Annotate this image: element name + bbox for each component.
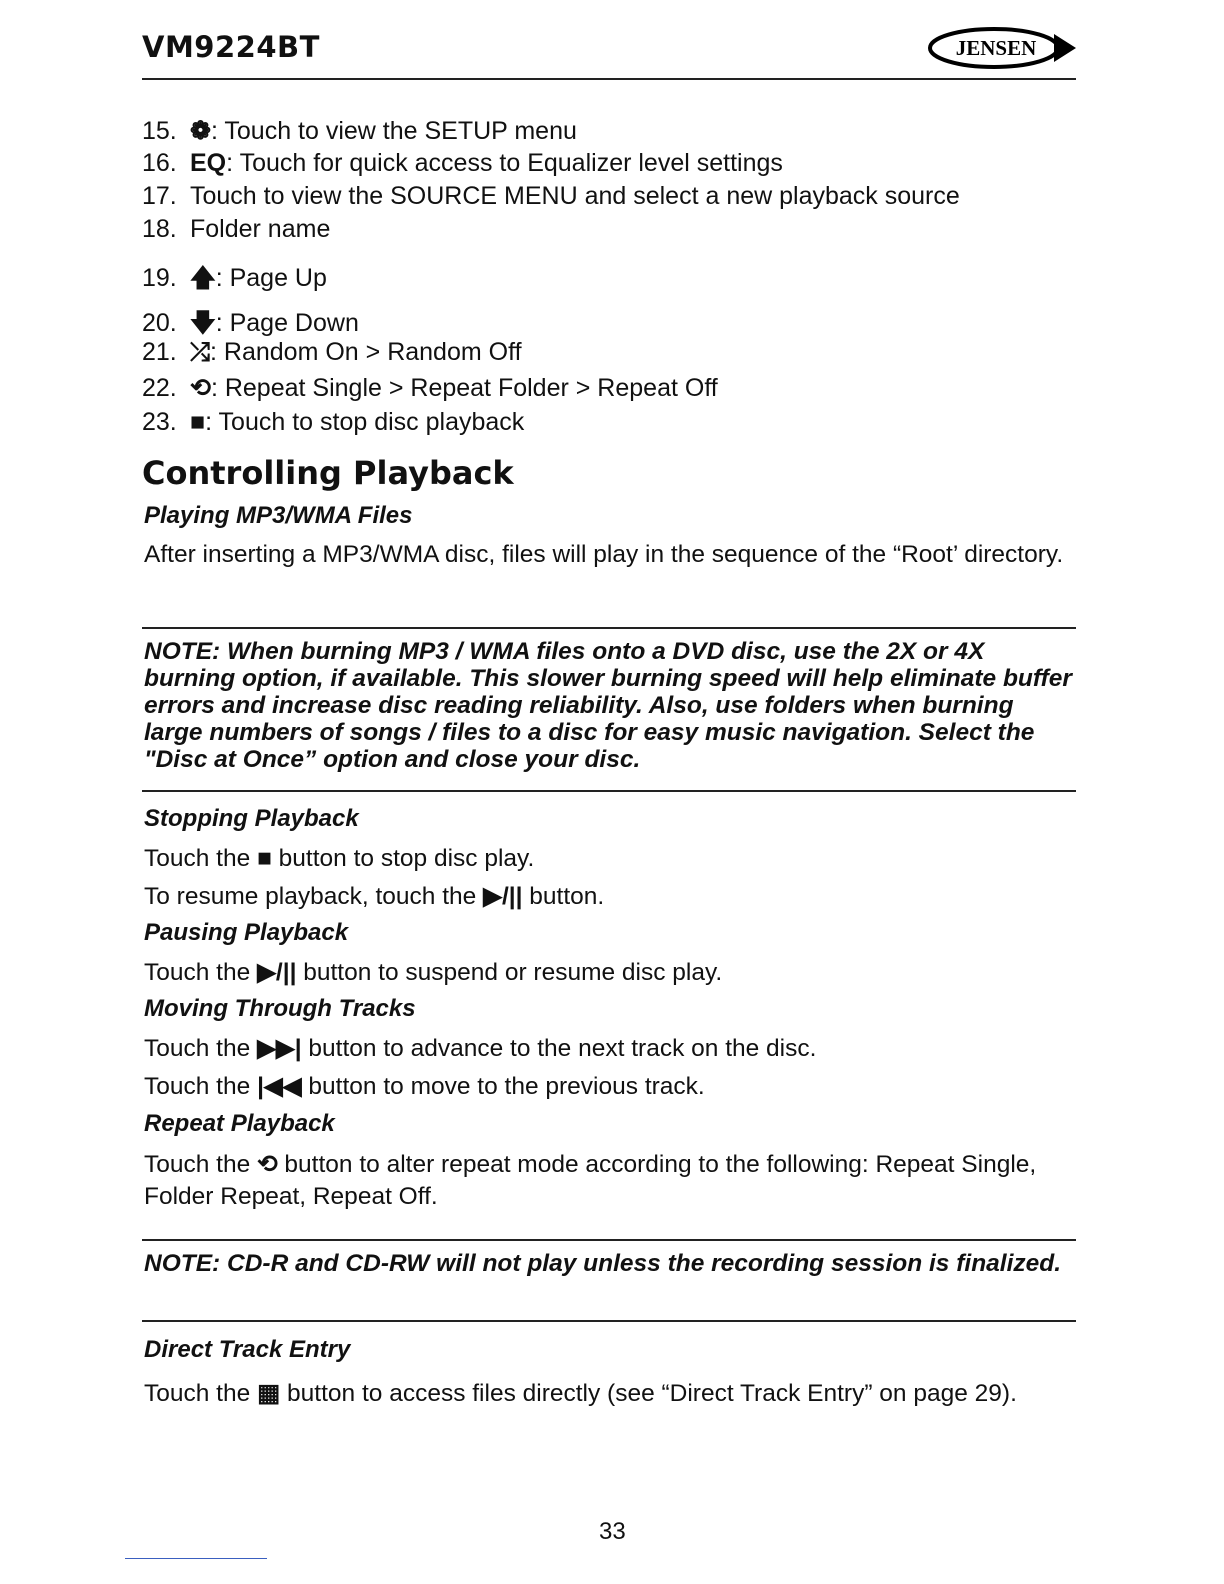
repeat-line: Touch the ⟲ button to alter repeat mode according to the following: Repeat Single, Folder Repeat, Repeat Off.	[144, 1151, 1037, 1210]
direct-line: Touch the ▦ button to access files directly (see “Direct Track Entry” on page 29).	[144, 1380, 1017, 1407]
list-item: 18. Folder name	[142, 215, 331, 243]
pausing-line: Touch the ▶/|| button to suspend or resume disc play.	[144, 959, 723, 986]
note-divider	[142, 790, 1076, 792]
subheading-repeat: Repeat Playback	[144, 1110, 335, 1137]
list-item: 22. ⟲: Repeat Single > Repeat Folder > Repeat Off	[142, 374, 718, 402]
section-title: Controlling Playback	[142, 454, 514, 492]
playing-text: After inserting a MP3/WMA disc, files will play in the sequence of the “Root’ directory.	[144, 541, 1064, 568]
note-burning: NOTE: When burning MP3 / WMA files onto a DVD disc, use the 2X or 4X burning option, if available. This slower burning speed will help eliminate buffer errors and increase disc reading reliability. Also, use folders when burning large numbers of songs / files to a disc for easy music navigation. Select the "Disc at Once” option and close your disc.	[144, 638, 1072, 773]
repeat-icon: ⟲	[190, 374, 211, 402]
stopping-line: Touch the ■ button to stop disc play.	[144, 845, 535, 872]
subheading-playing: Playing MP3/WMA Files	[144, 502, 413, 529]
next-track-line: Touch the ▶▶| button to advance to the next track on the disc.	[144, 1035, 817, 1062]
page-up-icon: 🡅	[190, 264, 216, 292]
note-cdr: NOTE: CD-R and CD-RW will not play unless the recording session is finalized.	[144, 1250, 1062, 1277]
list-item: 21. ⤮: Random On > Random Off	[142, 338, 522, 366]
list-item: 23. ■: Touch to stop disc playback	[142, 408, 525, 436]
page-down-icon: 🡇	[190, 309, 216, 337]
list-item: 16. EQ: Touch for quick access to Equalizer level settings	[142, 149, 783, 177]
random-icon: ⤮	[190, 338, 211, 366]
keypad-icon: ▦	[257, 1380, 281, 1407]
subheading-moving: Moving Through Tracks	[144, 995, 416, 1022]
page-number: 33	[599, 1518, 626, 1545]
subheading-direct: Direct Track Entry	[144, 1336, 351, 1363]
note-divider	[142, 627, 1076, 629]
list-item: 20. 🡇: Page Down	[142, 309, 359, 337]
repeat-icon: ⟲	[257, 1151, 278, 1178]
next-track-icon: ▶▶|	[257, 1035, 302, 1062]
list-item: 17. Touch to view the SOURCE MENU and select a new playback source	[142, 182, 960, 210]
play-pause-icon: ▶/||	[257, 959, 297, 986]
prev-track-line: Touch the |◀◀ button to move to the previous track.	[144, 1073, 705, 1100]
jensen-logo	[926, 26, 1078, 70]
resume-line: To resume playback, touch the ▶/|| button.	[144, 883, 605, 910]
list-item: 15. ❁: Touch to view the SETUP menu	[142, 117, 577, 145]
page-header-title: VM9224BT	[142, 30, 320, 64]
note-divider	[142, 1239, 1076, 1241]
gear-icon: ❁	[190, 117, 211, 145]
subheading-stopping: Stopping Playback	[144, 805, 359, 832]
stop-icon: ■	[190, 408, 206, 436]
subheading-pausing: Pausing Playback	[144, 919, 349, 946]
play-pause-icon: ▶/||	[483, 883, 523, 910]
stop-icon: ■	[257, 845, 272, 872]
footer-line	[125, 1558, 267, 1559]
eq-label: EQ	[190, 149, 227, 177]
note-divider	[142, 1320, 1076, 1322]
header-divider	[142, 78, 1076, 80]
svg-text:JENSEN: JENSEN	[955, 36, 1037, 60]
prev-track-icon: |◀◀	[257, 1073, 302, 1100]
list-item: 19. 🡅: Page Up	[142, 264, 327, 292]
